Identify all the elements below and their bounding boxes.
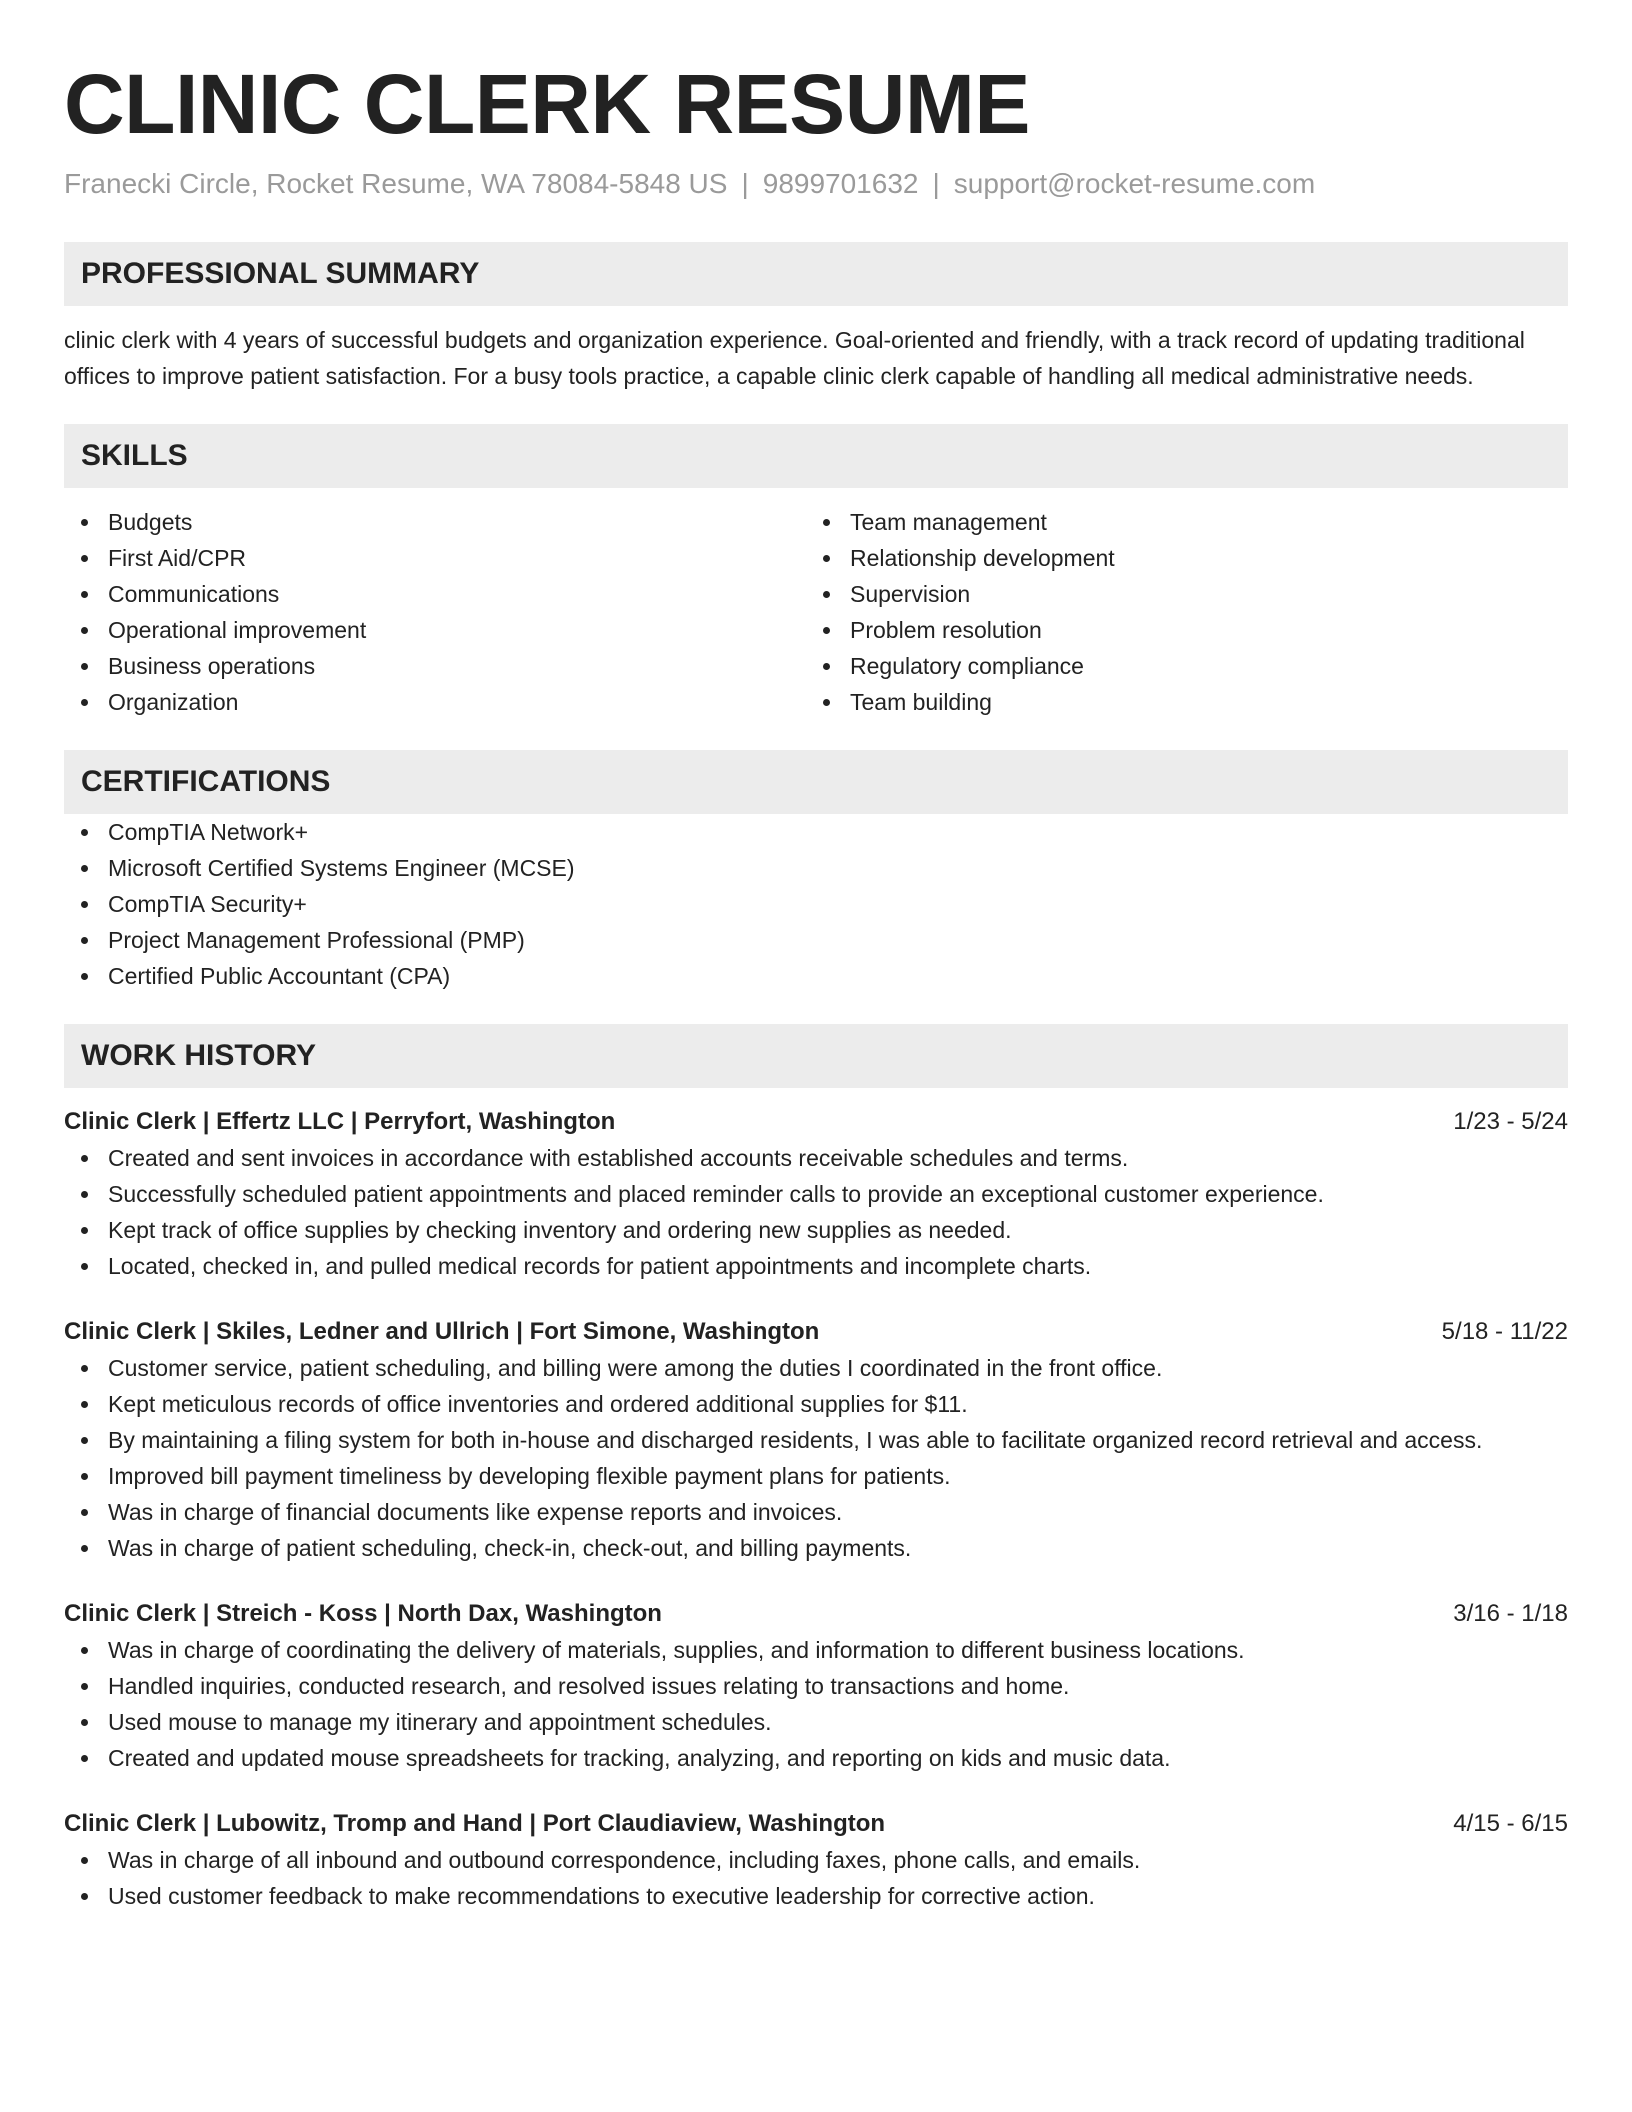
job-bullet: Was in charge of all inbound and outbound correspondence, including faxes, phone calls, and emails. [64, 1842, 1568, 1878]
job-title: Clinic Clerk | Effertz LLC | Perryfort, Washington [64, 1108, 616, 1135]
skill-item: Organization [64, 684, 806, 720]
certification-item: Microsoft Certified Systems Engineer (MCSE) [64, 850, 1568, 886]
job-bullets [64, 1140, 1568, 1284]
job-header [64, 1596, 1568, 1632]
job-bullet: Located, checked in, and pulled medical records for patient appointments and incomplete charts. [64, 1248, 1568, 1284]
certifications-list [64, 814, 1568, 994]
contact-email: support@rocket-resume.com [953, 168, 1316, 199]
job-bullet: Customer service, patient scheduling, and billing were among the duties I coordinated in the front office. [64, 1350, 1568, 1386]
job-header [64, 1806, 1568, 1842]
resume-page [64, 0, 1568, 1914]
contact-separator: | [932, 168, 940, 199]
job-bullet: Handled inquiries, conducted research, and resolved issues relating to transactions and home. [64, 1668, 1568, 1704]
job-bullet: Was in charge of financial documents like expense reports and invoices. [64, 1494, 1568, 1530]
skills-list-right [806, 504, 1548, 720]
certification-item: Project Management Professional (PMP) [64, 922, 1568, 958]
skill-item: Relationship development [806, 540, 1548, 576]
resume-title: CLINIC CLERK RESUME [64, 57, 1030, 151]
skill-item: Communications [64, 576, 806, 612]
skill-item: First Aid/CPR [64, 540, 806, 576]
job-bullet: Successfully scheduled patient appointments and placed reminder calls to provide an exceptional customer experience. [64, 1176, 1568, 1212]
job-entry [64, 1806, 1568, 1914]
job-title: Clinic Clerk | Skiles, Ledner and Ullrich | Fort Simone, Washington [64, 1318, 820, 1345]
skill-item: Operational improvement [64, 612, 806, 648]
job-entry [64, 1104, 1568, 1284]
certification-item: CompTIA Security+ [64, 886, 1568, 922]
job-dates: 4/15 - 6/15 [1453, 1810, 1568, 1837]
job-bullets [64, 1350, 1568, 1566]
contact-phone: 9899701632 [762, 168, 919, 199]
contact-separator: | [741, 168, 749, 199]
skill-item: Supervision [806, 576, 1548, 612]
contact-address: Franecki Circle, Rocket Resume, WA 78084-5848 US [64, 168, 728, 199]
section-header-work-history: WORK HISTORY [64, 1024, 1568, 1088]
job-header [64, 1314, 1568, 1350]
job-bullet: Was in charge of coordinating the delivery of materials, supplies, and information to different business locations. [64, 1632, 1568, 1668]
job-bullet: Created and updated mouse spreadsheets for tracking, analyzing, and reporting on kids and music data. [64, 1740, 1568, 1776]
skills-column-left [64, 504, 806, 720]
certification-item: CompTIA Network+ [64, 814, 1568, 850]
skill-item: Business operations [64, 648, 806, 684]
section-header-summary: PROFESSIONAL SUMMARY [64, 242, 1568, 306]
job-dates: 1/23 - 5/24 [1453, 1108, 1568, 1135]
job-bullets [64, 1632, 1568, 1776]
job-entry [64, 1314, 1568, 1566]
certification-item: Certified Public Accountant (CPA) [64, 958, 1568, 994]
job-bullet: Kept track of office supplies by checking inventory and ordering new supplies as needed. [64, 1212, 1568, 1248]
skills-list-left [64, 504, 806, 720]
contact-line [64, 166, 1568, 202]
skill-item: Regulatory compliance [806, 648, 1548, 684]
job-dates: 3/16 - 1/18 [1453, 1600, 1568, 1627]
skill-item: Team building [806, 684, 1548, 720]
section-header-certifications: CERTIFICATIONS [64, 750, 1568, 814]
section-header-skills: SKILLS [64, 424, 1568, 488]
job-title: Clinic Clerk | Lubowitz, Tromp and Hand | Port Claudiaview, Washington [64, 1810, 886, 1837]
job-bullet: Kept meticulous records of office inventories and ordered additional supplies for $11. [64, 1386, 1568, 1422]
job-bullet: Created and sent invoices in accordance with established accounts receivable schedules and terms. [64, 1140, 1568, 1176]
skill-item: Budgets [64, 504, 806, 540]
job-bullet: Improved bill payment timeliness by developing flexible payment plans for patients. [64, 1458, 1568, 1494]
skills-column-right [806, 504, 1548, 720]
summary-text: clinic clerk with 4 years of successful budgets and organization experience. Goal-oriented and friendly, with a track record of updating traditional offices to improve patient satisfaction. For a busy tools practice, a capable clinic clerk capable of handling all medical administrative needs. [64, 327, 1525, 389]
job-bullet: Used customer feedback to make recommendations to executive leadership for corrective action. [64, 1878, 1568, 1914]
skill-item: Team management [806, 504, 1548, 540]
job-entry [64, 1596, 1568, 1776]
job-bullet: Was in charge of patient scheduling, check-in, check-out, and billing payments. [64, 1530, 1568, 1566]
job-bullets [64, 1842, 1568, 1914]
job-bullet: By maintaining a filing system for both in-house and discharged residents, I was able to facilitate organized record retrieval and access. [64, 1422, 1568, 1458]
skills-columns [64, 504, 1568, 720]
job-title: Clinic Clerk | Streich - Koss | North Dax, Washington [64, 1600, 662, 1627]
job-header [64, 1104, 1568, 1140]
skill-item: Problem resolution [806, 612, 1548, 648]
job-bullet: Used mouse to manage my itinerary and appointment schedules. [64, 1704, 1568, 1740]
job-dates: 5/18 - 11/22 [1441, 1318, 1568, 1345]
